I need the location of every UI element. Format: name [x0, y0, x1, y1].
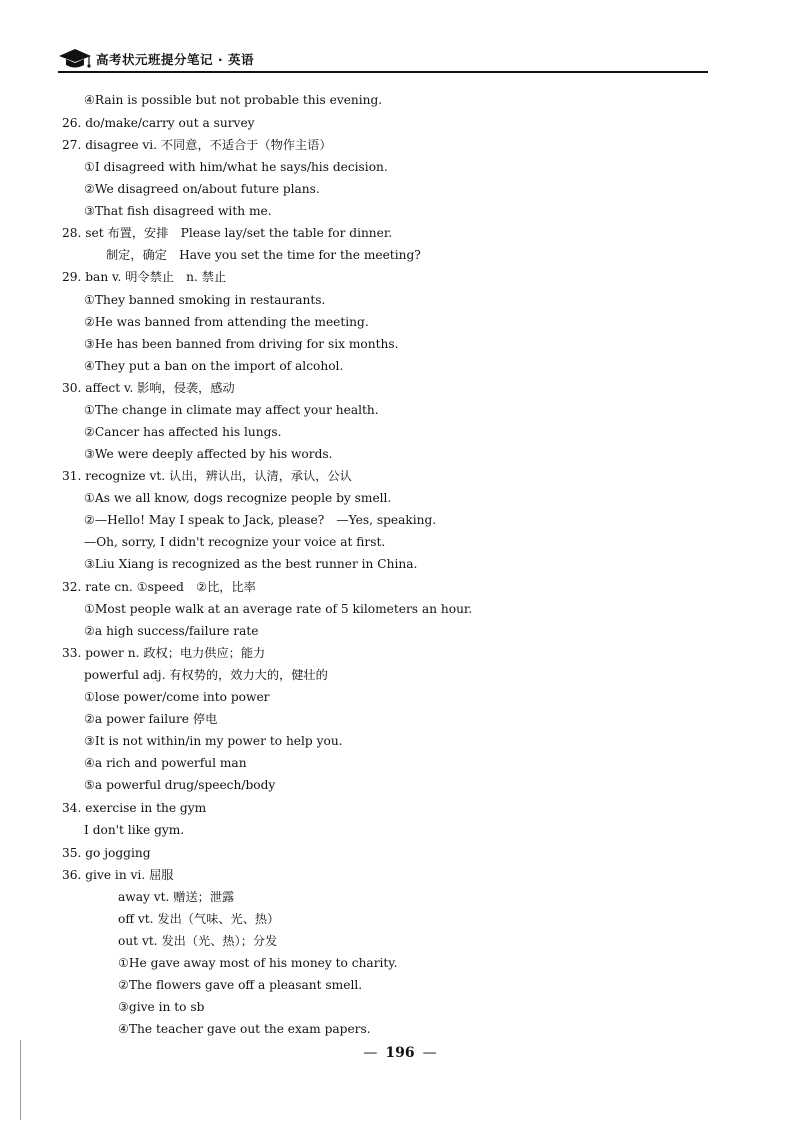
- page-number-value: 196: [385, 1045, 415, 1061]
- text-line: ④The teacher gave out the exam papers.: [118, 1022, 371, 1036]
- text-line: 36. give in vi. 屈服: [62, 868, 174, 882]
- page-number: [0, 1045, 800, 1061]
- text-line: ②The flowers gave off a pleasant smell.: [118, 978, 363, 992]
- page-header: [58, 44, 708, 74]
- text-line: ①As we all know, dogs recognize people by smell.: [84, 491, 392, 505]
- text-line: out vt. 发出（光、热）；分发: [118, 934, 278, 948]
- text-line: ③He has been banned from driving for six months.: [84, 337, 399, 351]
- text-line: powerful adj. 有权势的，效力大的，健壮的: [84, 668, 328, 682]
- text-line: 35. go jogging: [62, 846, 151, 860]
- text-line: ④They put a ban on the import of alcohol.: [84, 359, 344, 373]
- header-title: 高考状元班提分笔记 · 英语: [96, 52, 254, 67]
- text-line: 26. do/make/carry out a survey: [62, 116, 255, 130]
- text-line: I don't like gym.: [84, 823, 185, 837]
- text-line: off vt. 发出（气味、光、热）: [118, 912, 280, 926]
- text-line: ②We disagreed on/about future plans.: [84, 182, 320, 196]
- text-line: 32. rate cn. ①speed ②比，比率: [62, 580, 256, 594]
- text-line: 制定，确定 Have you set the time for the meeting?: [106, 248, 421, 262]
- text-line: ③Liu Xiang is recognized as the best runner in China.: [84, 557, 418, 571]
- header-rule: [58, 71, 708, 73]
- text-line: ②Cancer has affected his lungs.: [84, 425, 282, 439]
- text-line: away vt. 赠送；泄露: [118, 890, 235, 904]
- text-line: ②—Hello! May I speak to Jack, please? —Yes, speaking.: [84, 513, 437, 527]
- text-line: 30. affect v. 影响，侵袭，感动: [62, 381, 235, 395]
- text-line: 33. power n. 政权；电力供应；能力: [62, 646, 266, 660]
- text-line: ③We were deeply affected by his words.: [84, 447, 333, 461]
- text-line: 29. ban v. 明令禁止 n. 禁止: [62, 270, 227, 284]
- text-line: 34. exercise in the gym: [62, 801, 207, 815]
- text-line: ③That fish disagreed with me.: [84, 204, 272, 218]
- text-line: 28. set 布置，安排 Please lay/set the table for dinner.: [62, 226, 393, 240]
- text-line: 31. recognize vt. 认出，辨认出，认清，承认，公认: [62, 469, 352, 483]
- page-number-dash-right: —: [422, 1045, 437, 1061]
- text-line: ④Rain is possible but not probable this evening.: [84, 93, 383, 107]
- text-line: ②a power failure 停电: [84, 712, 218, 726]
- text-line: ①They banned smoking in restaurants.: [84, 293, 326, 307]
- text-line: ③give in to sb: [118, 1000, 205, 1014]
- text-line: ②He was banned from attending the meeting.: [84, 315, 369, 329]
- text-line: ①The change in climate may affect your health.: [84, 403, 379, 417]
- text-line: ②a high success/failure rate: [84, 624, 259, 638]
- text-line: ①He gave away most of his money to charity.: [118, 956, 398, 970]
- scan-edge-line: [20, 1040, 21, 1120]
- text-line: 27. disagree vi. 不同意，不适合于（物作主语）: [62, 138, 332, 152]
- text-line: ④a rich and powerful man: [84, 756, 247, 770]
- text-line: ①I disagreed with him/what he says/his decision.: [84, 160, 388, 174]
- text-line: ①Most people walk at an average rate of 5 kilometers an hour.: [84, 602, 473, 616]
- text-line: ①lose power/come into power: [84, 690, 270, 704]
- graduation-cap-icon: [58, 48, 92, 70]
- text-line: —Oh, sorry, I didn't recognize your voice at first.: [84, 535, 386, 549]
- page-number-dash-left: —: [363, 1045, 378, 1061]
- text-line: ③It is not within/in my power to help you.: [84, 734, 343, 748]
- text-line: ⑤a powerful drug/speech/body: [84, 778, 276, 792]
